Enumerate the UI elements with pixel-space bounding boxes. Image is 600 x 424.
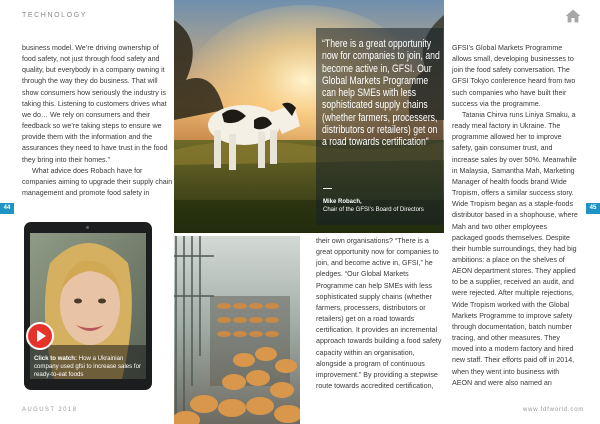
bakery-production-photo (174, 236, 300, 424)
paragraph: Tatania Chirva runs Liniya Smaku, a ready meal factory in Ukraine. The programme allowed her to improve safety, gain consumer trust, and increase sales by over 50%. Meanwhile in Malaysia, Samantha Mah, Marketing Manager of health foods brand Wide Tropism, offers a similar success story. Wide Tropism began as a staple-foods distributor based in a shophouse, where Mah and two other employees packaged goods themselves. Despite their humble surroundings, they had big ambitions: a place on the shelves of AEON department stores. They applied to be a supplier, received an audit, and were rejected. After multiple rejections, Wide Tropism worked with the Global Markets Programme to improve safety through documentation, batch number tracing, and other measures. They moved into a modern factory and hired new staff. Their efforts paid off in 2014, when they went into business with AEON and were also named an (452, 110, 578, 387)
section-label: TECHNOLOGY (22, 12, 88, 19)
pull-quote-text: “There is a great opportunity now for companies to join, and become active in, GFSI. Our Global Markets Programme can help SMEs with less sophisticated supply chains (whether farmers, processers, distributors or retailers) get on a road towards certification” (322, 38, 440, 149)
video-cta: Click to watch: (34, 355, 78, 362)
page-number-right: 45 (586, 203, 600, 214)
home-icon[interactable] (565, 9, 581, 23)
website-link[interactable]: www.fdfworld.com (523, 407, 585, 413)
paragraph: GFSI’s Global Markets Programme allows small, developing businesses to join the food safety conversation. The GFSI Tokyo conference heard from two such companies who have built their success via the programme. (452, 44, 576, 108)
quote-author-name: Mike Robach, (323, 199, 362, 205)
video-caption[interactable] (34, 355, 144, 379)
article-column-middle (316, 236, 442, 392)
tablet-camera (86, 226, 89, 229)
article-column-left (22, 43, 174, 199)
article-column-right (452, 43, 578, 389)
paragraph: What advice does Robach have for companies aiming to upgrade their supply chain management and promote food safety in (22, 166, 173, 198)
paragraph: business model. We’re driving ownership of food safety, not just through food safety and quality, but everybody in a company owning it through the way they do business. That will show consumers how seriously the industry is taking this. Listening to customers drives what we do… We rely on consumers and their feedback so we’re taking steps to ensure we provide them with the information and the assurances they need to have trust in the food they bring into their homes.” (22, 44, 168, 164)
play-button[interactable] (26, 322, 54, 350)
paragraph: their own organisations? “There is a great opportunity now for companies to join, and become active in, GFSI,” he pledges. “Our Global Markets Programme can help SMEs with less sophisticated supply chains (whether farmers, processers, distributors or retailers) get on a road towards certification. It provides an incremental approach towards building a food safety capacity within an organisation, alongside a program of continuous improvement.” By providing a stepwise route towards accredited certification, (316, 237, 442, 391)
issue-date: AUGUST 2018 (22, 407, 78, 413)
play-icon (28, 324, 52, 348)
quote-divider (323, 188, 332, 189)
page-number-left: 44 (0, 203, 14, 214)
video-description: How a Ukrainian company used gfsi to increase sales for ready-to-eat foods (34, 355, 142, 378)
quote-author-role: Chair of the GFSI’s Board of Directors (323, 207, 424, 213)
